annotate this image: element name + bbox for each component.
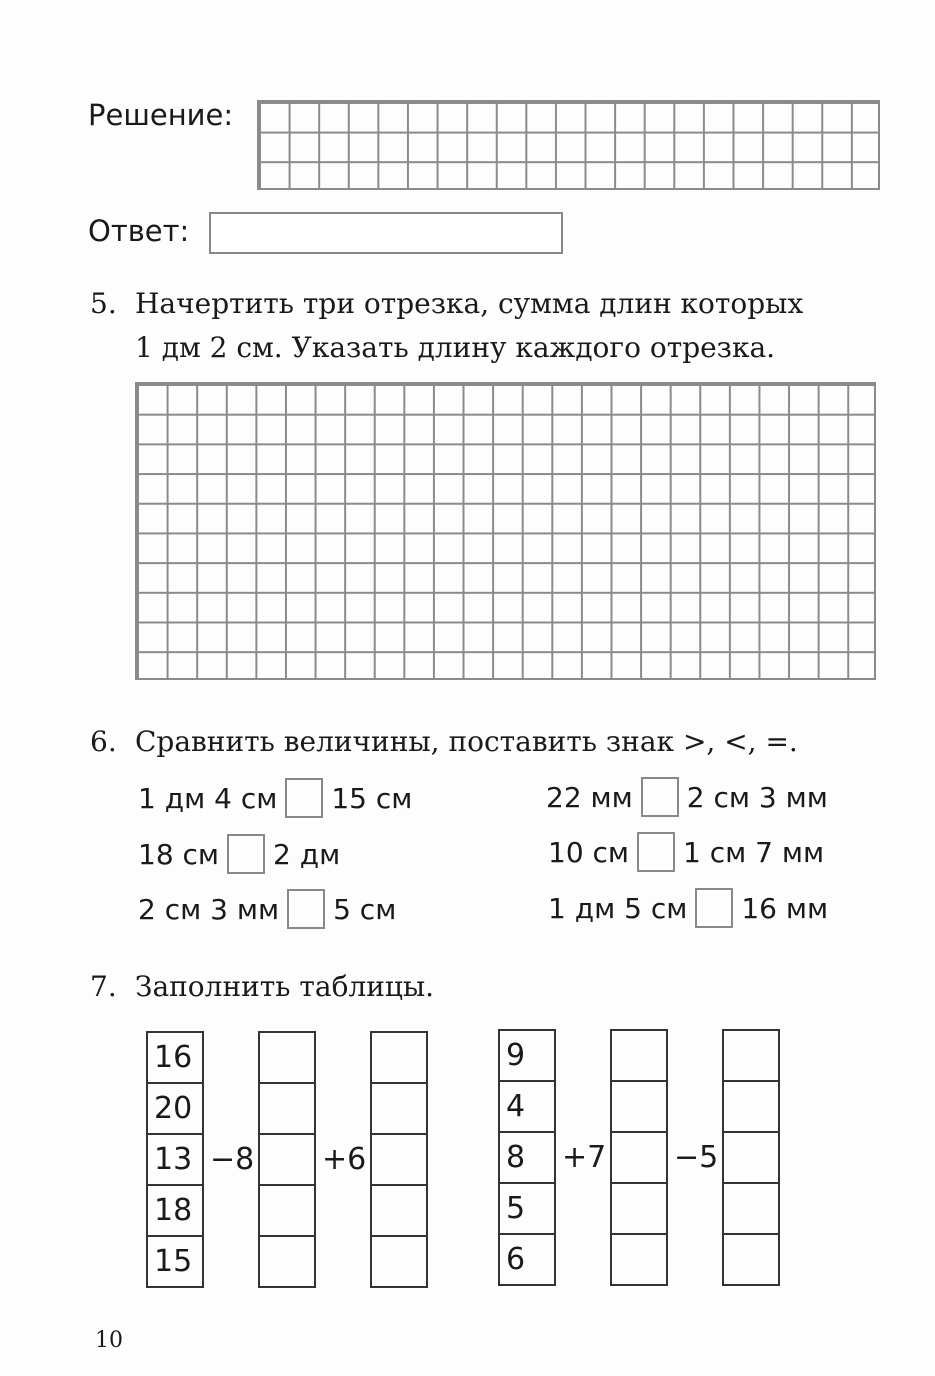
comparison-row: [548, 832, 824, 872]
input-value: 5: [499, 1183, 555, 1234]
answer-cell[interactable]: [259, 1185, 315, 1236]
answer-box[interactable]: [209, 212, 563, 254]
comparison-row: [548, 888, 828, 928]
answer-cell[interactable]: [611, 1132, 667, 1183]
operation: −5: [667, 1030, 723, 1285]
answer-cell[interactable]: [723, 1081, 779, 1132]
value-b: 16 мм: [741, 891, 829, 925]
operation: −8: [203, 1032, 259, 1287]
value-a: 10 см: [548, 835, 630, 869]
task7-number: 7.: [90, 970, 117, 1003]
answer-cell[interactable]: [371, 1134, 427, 1185]
comparison-row: [138, 889, 396, 929]
answer-cell[interactable]: [259, 1032, 315, 1083]
input-value: 16: [147, 1032, 203, 1083]
answer-cell[interactable]: [611, 1234, 667, 1285]
fill-table-2: [498, 1029, 780, 1286]
input-value: 18: [147, 1185, 203, 1236]
sign-box[interactable]: [285, 778, 323, 818]
value-b: 2 см 3 мм: [686, 780, 828, 814]
sign-box[interactable]: [227, 834, 265, 874]
answer-cell[interactable]: [723, 1030, 779, 1081]
sign-box[interactable]: [287, 889, 325, 929]
answer-cell[interactable]: [371, 1185, 427, 1236]
answer-cell[interactable]: [371, 1236, 427, 1287]
operation: +6: [315, 1032, 371, 1287]
answer-cell[interactable]: [259, 1236, 315, 1287]
answer-cell[interactable]: [723, 1183, 779, 1234]
input-value: 8: [499, 1132, 555, 1183]
answer-cell[interactable]: [371, 1083, 427, 1134]
value-b: 1 см 7 мм: [683, 835, 825, 869]
value-b: 15 см: [331, 781, 413, 815]
comparison-row: [546, 777, 828, 817]
answer-cell[interactable]: [259, 1134, 315, 1185]
operation: +7: [555, 1030, 611, 1285]
value-b: 5 см: [333, 892, 397, 926]
answer-cell[interactable]: [259, 1083, 315, 1134]
answer-cell[interactable]: [611, 1183, 667, 1234]
input-value: 9: [499, 1030, 555, 1081]
task5-text-line2: 1 дм 2 см. Указать длину каждого отрезка.: [135, 331, 776, 364]
drawing-grid[interactable]: [135, 382, 876, 680]
task5-text-line1: Начертить три отрезка, сумма длин которых: [135, 287, 804, 320]
sign-box[interactable]: [695, 888, 733, 928]
fill-table-1: [146, 1031, 428, 1288]
task6-text: Сравнить величины, поставить знак >, <, =.: [135, 725, 798, 758]
value-b: 2 дм: [273, 837, 341, 871]
answer-cell[interactable]: [723, 1132, 779, 1183]
page-number: 10: [95, 1328, 123, 1353]
task6-number: 6.: [90, 725, 117, 758]
sign-box[interactable]: [637, 832, 675, 872]
value-a: 1 дм 4 см: [138, 781, 278, 815]
answer-cell[interactable]: [611, 1081, 667, 1132]
input-value: 4: [499, 1081, 555, 1132]
answer-label: Ответ:: [88, 214, 190, 248]
value-a: 2 см 3 мм: [138, 892, 280, 926]
value-a: 22 мм: [546, 780, 633, 814]
task5-number: 5.: [90, 287, 117, 320]
input-value: 15: [147, 1236, 203, 1287]
solution-label: Решение:: [88, 98, 234, 132]
answer-cell[interactable]: [611, 1030, 667, 1081]
comparison-row: [138, 778, 412, 818]
comparison-row: [138, 834, 340, 874]
answer-cell[interactable]: [723, 1234, 779, 1285]
sign-box[interactable]: [641, 777, 679, 817]
value-a: 18 см: [138, 837, 220, 871]
solution-grid[interactable]: [257, 100, 880, 190]
task7-text: Заполнить таблицы.: [135, 970, 435, 1003]
input-value: 6: [499, 1234, 555, 1285]
input-value: 20: [147, 1083, 203, 1134]
answer-cell[interactable]: [371, 1032, 427, 1083]
value-a: 1 дм 5 см: [548, 891, 688, 925]
input-value: 13: [147, 1134, 203, 1185]
